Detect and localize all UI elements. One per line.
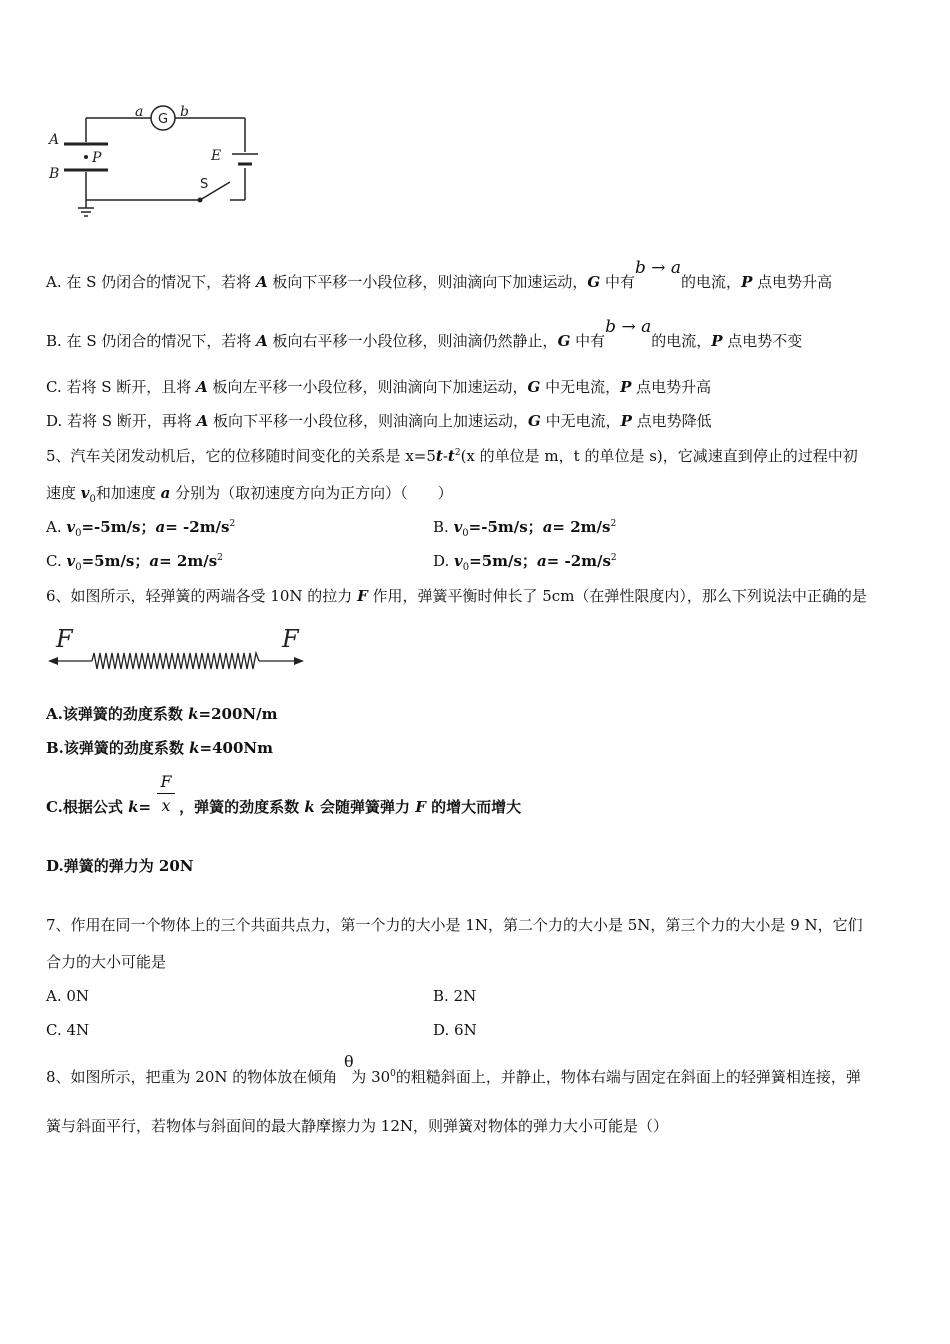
q6-fraction (155, 772, 177, 815)
spring-label-f-left: F (56, 625, 73, 653)
q6-option-c: C.根据公式 k= ，弹簧的劲度系数 k 会随弹簧弹力 F 的增大而增大 (46, 798, 522, 816)
label-s: S (200, 177, 209, 192)
q5-option-c: C. $v_0=5m/s$；$a= 2m/s^2$ (46, 552, 223, 573)
spring-figure (44, 624, 314, 676)
q4-b-math: b → a (605, 317, 652, 337)
label-plate-a: A (49, 132, 60, 148)
q5-option-b: B. $v_0=-5m/s$；$a= 2m/s^2$ (433, 518, 617, 539)
q7-stem-line2: 合力的大小可能是 (46, 953, 167, 971)
q4-option-d: D. 若将 S 断开，再将 A 板向下平移一小段位移，则油滴向上加速运动，G 中无电流，P 点电势降低 (46, 412, 712, 430)
q5-option-a: A. $v_0=-5m/s$；$a= -2m/s^2$ (46, 518, 236, 539)
q4-option-b: B. 在 S 仍闭合的情况下，若将 A 板向右平移一小段位移，则油滴仍然静止，G 中有b → a的电流，P 点电势不变 (46, 317, 803, 350)
q7-option-b: B. 2N (433, 987, 477, 1005)
fraction-numerator: F (160, 772, 172, 791)
q7-option-d: D. 6N (433, 1021, 477, 1039)
q7-option-c: C. 4N (46, 1021, 90, 1039)
q4-a-math: b → a (634, 258, 682, 278)
q8-stem-line1: 8、如图所示，把重为 20N 的物体放在倾角 为 $30^0$的粗糙斜面上，并静止，物体右端与固定在斜面上的轻弹簧相连接，弹 (46, 1068, 861, 1086)
circuit-diagram (40, 98, 270, 226)
q8-theta-symbol: θ (344, 1052, 354, 1071)
q6-option-b: B.该弹簧的劲度系数 k=400Nm (46, 739, 273, 757)
label-plate-b: B (49, 166, 60, 182)
q7-option-a: A. 0N (46, 987, 90, 1005)
q7-stem-line1: 7、作用在同一个物体上的三个共面共点力，第一个力的大小是 1N，第二个力的大小是 5N，第三个力的大小是 9 N，它们 (46, 916, 863, 934)
q4-option-a: A. 在 S 仍闭合的情况下，若将 A 板向下平移一小段位移，则油滴向下加速运动，G 中有b → a的电流，P 点电势升高 (46, 258, 833, 291)
label-e: E (211, 148, 222, 164)
q6-option-d: D.弹簧的弹力为 20N (46, 857, 194, 875)
q5-option-d: D. $v_0=5m/s$；$a= -2m/s^2$ (433, 552, 617, 573)
q8-stem-line2: 簧与斜面平行，若物体与斜面间的最大静摩擦力为 12N，则弹簧对物体的弹力大小可能是（） (46, 1117, 668, 1135)
q5-stem-line1: 5、汽车关闭发动机后，它的位移随时间变化的关系是 $x=5t-t^2(x$ 的单位是 m，t 的单位是 s)，它减速直到停止的过程中初 (46, 447, 858, 465)
q4-option-c: C. 若将 S 断开，且将 A 板向左平移一小段位移，则油滴向下加速运动，G 中无电流，P 点电势升高 (46, 378, 712, 396)
q5-stem-line2: 速度 $v_0$和加速度 a 分别为（取初速度方向为正方向）（ ） (46, 484, 453, 505)
label-b: b (180, 104, 189, 120)
galvanometer-label: G (158, 112, 169, 127)
q6-stem: 6、如图所示，轻弹簧的两端各受 10N 的拉力 F 作用，弹簧平衡时伸长了 5cm（在弹性限度内），那么下列说法中正确的是 (46, 587, 867, 605)
spring-label-f-right: F (282, 625, 299, 653)
fraction-denominator: x (161, 796, 171, 815)
q6-option-a: A.该弹簧的劲度系数 k=200N/m (46, 705, 278, 723)
label-a: a (135, 104, 144, 120)
label-p: P (92, 150, 102, 166)
